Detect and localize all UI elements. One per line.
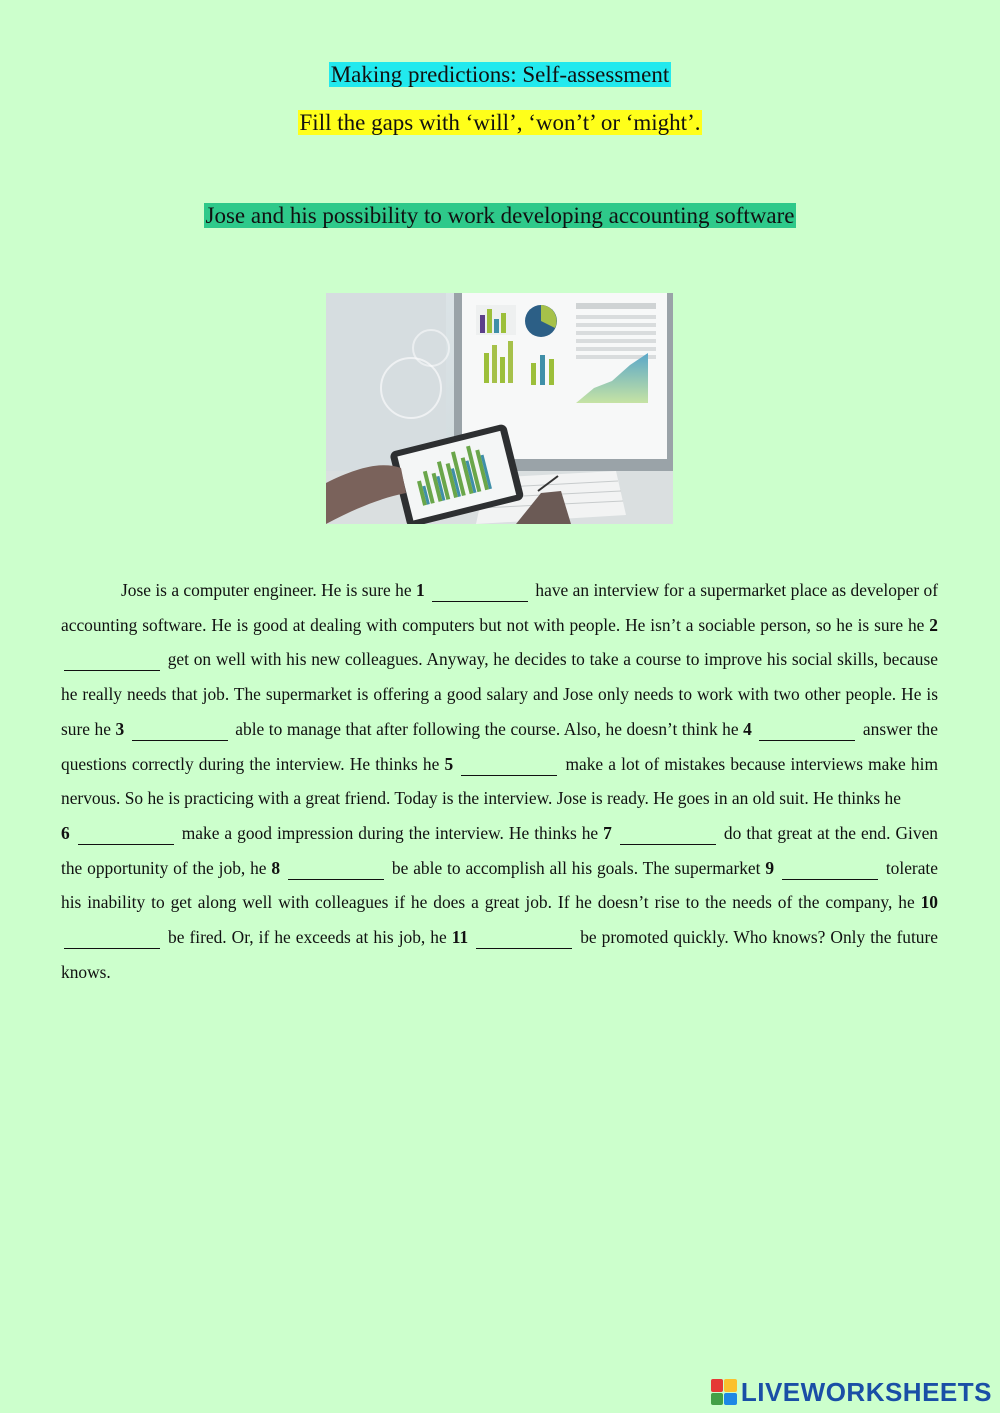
gap-number: 6 [61, 822, 70, 843]
passage-text: tolerate his inability to get along well with colleagues if he does a great job. If he doesn’t rise to the needs of the company, he [61, 857, 938, 913]
passage-text: Jose is a computer engineer. He is sure he [121, 580, 416, 600]
gap-number: 9 [765, 857, 775, 878]
answer-gap-9[interactable] [782, 861, 878, 880]
answer-gap-6[interactable] [78, 826, 174, 845]
story-title-line [0, 201, 1000, 231]
gap-number: 3 [115, 718, 125, 739]
passage-text: have an interview for a supermarket place as developer of accounting software. He is good at dealing with computers but not with people. He isn’t a sociable person, so he is sure he [61, 580, 938, 635]
answer-gap-4[interactable] [759, 722, 855, 741]
story-passage [61, 573, 938, 989]
passage-text: be able to accomplish all his goals. The supermarket [387, 857, 766, 878]
answer-gap-2[interactable] [64, 652, 160, 671]
accounting-dashboard-photo [326, 293, 673, 524]
passage-text: be fired. Or, if he exceeds at his job, he [163, 927, 452, 948]
gap-number: 11 [451, 927, 469, 948]
answer-gap-10[interactable] [64, 930, 160, 949]
answer-gap-7[interactable] [620, 826, 716, 845]
photo-illustration [326, 293, 673, 524]
gap-number: 5 [444, 753, 454, 774]
liveworksheets-logo-icon [711, 1379, 737, 1405]
passage-text: do that great at the end. Given the opportunity of the job, he [61, 822, 938, 878]
answer-gap-5[interactable] [461, 757, 557, 776]
gap-number: 2 [929, 614, 938, 635]
passage-text: get on well with his new colleagues. Anyway, he decides to take a course to improve his social skills, because he really needs that job. The supermarket is offering a good salary and Jose only needs to work with two other people. He is sure he [61, 649, 938, 739]
passage-text: make a good impression during the interview. He thinks he [176, 822, 604, 843]
worksheet-title: Making predictions: Self-assessment [330, 62, 670, 87]
passage-text: be promoted quickly. Who knows? Only the future knows. [61, 927, 938, 982]
instruction-line [0, 108, 1000, 138]
instruction-text: Fill the gaps with ‘will’, ‘won’t’ or ‘might’. [299, 110, 701, 135]
answer-gap-11[interactable] [476, 930, 572, 949]
answer-gap-3[interactable] [132, 722, 228, 741]
passage-text: make a lot of mistakes because interviews make him nervous. So he is practicing with a great friend. Today is the interview. Jose is ready. He goes in an old suit. He thinks he [61, 753, 938, 809]
gap-number: 8 [271, 857, 281, 878]
passage-text: answer the questions correctly during the interview. He thinks he [61, 718, 938, 774]
answer-gap-1[interactable] [432, 583, 528, 602]
worksheet-title-line [0, 60, 1000, 90]
gap-number: 7 [603, 822, 612, 843]
liveworksheets-brand [711, 1377, 992, 1407]
passage-text: able to manage that after following the course. Also, he doesn’t think he [230, 718, 744, 739]
gap-number: 10 [920, 892, 938, 913]
answer-gap-8[interactable] [288, 861, 384, 880]
gap-number: 1 [415, 580, 425, 600]
story-title: Jose and his possibility to work developing accounting software [205, 203, 795, 228]
brand-name: LIVEWORKSHEETS [740, 1376, 992, 1407]
gap-number: 4 [743, 718, 752, 739]
